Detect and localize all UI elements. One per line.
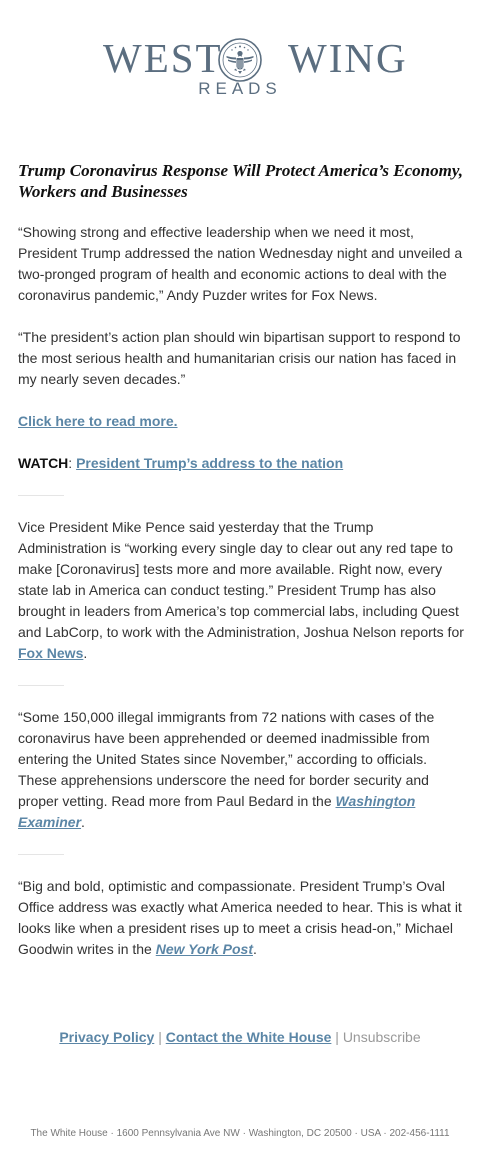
masthead bbox=[0, 28, 480, 100]
watch-link[interactable]: President Trump’s address to the nation bbox=[76, 455, 344, 471]
footer-separator: | bbox=[158, 1029, 162, 1045]
masthead-word-wing: WING bbox=[288, 35, 408, 81]
footer-links bbox=[0, 1027, 480, 1047]
news-item-end: . bbox=[81, 814, 85, 830]
new-york-post-link[interactable]: New York Post bbox=[155, 941, 253, 957]
article-headline: Trump Coronavirus Response Will Protect America’s Economy, Workers and Businesses bbox=[18, 161, 464, 201]
privacy-policy-link[interactable]: Privacy Policy bbox=[59, 1029, 155, 1045]
news-item-end: . bbox=[253, 941, 257, 957]
washington-examiner-link[interactable]: Washington Examiner bbox=[18, 793, 416, 830]
contact-white-house-link[interactable]: Contact the White House bbox=[165, 1029, 332, 1045]
news-item-text: “Big and bold, optimistic and compassionate. President Trump’s Oval Office address was exactly what America needed to hear. This is what it looks like when a president rises up to meet a crisis head-on,” Michael Goodwin writes in the bbox=[18, 878, 462, 957]
masthead-word-west: WEST bbox=[103, 35, 223, 81]
news-item-2 bbox=[18, 707, 464, 833]
unsubscribe-link[interactable]: Unsubscribe bbox=[342, 1029, 421, 1045]
fox-news-link[interactable]: Fox News bbox=[18, 645, 84, 661]
presidential-seal-icon bbox=[218, 38, 262, 82]
section-divider bbox=[18, 685, 64, 686]
article-paragraph-2: “The president’s action plan should win bipartisan support to respond to the most serious health and humanitarian crisis our nation has faced in my nearly seven decades.” bbox=[18, 329, 461, 387]
masthead-subtitle: READS bbox=[198, 79, 282, 98]
email-content bbox=[18, 160, 464, 981]
footer-separator: | bbox=[335, 1029, 339, 1045]
watch-paragraph bbox=[18, 453, 464, 474]
news-item-text: “Some 150,000 illegal immigrants from 72 nations with cases of the coronavirus have been apprehended or deemed inadmissible from entering the United States since November,” according to officials. These apprehensions underscore the need for border security and proper vetting. Read more from Paul Bedard in the bbox=[18, 709, 435, 809]
footer-address: The White House · 1600 Pennsylvania Ave NW · Washington, DC 20500 · USA · 202-456-1111 bbox=[30, 1128, 450, 1139]
read-more-link[interactable]: Click here to read more. bbox=[18, 413, 178, 429]
news-item-1 bbox=[18, 517, 464, 664]
section-divider bbox=[18, 495, 64, 496]
watch-separator: : bbox=[68, 455, 73, 471]
article-paragraph-1: “Showing strong and effective leadership when we need it most, President Trump addressed the nation Wednesday night and unveiled a two-pronged program of health and economic actions to deal with the coronavirus pandemic,” Andy Puzder writes for Fox News. bbox=[18, 224, 463, 303]
read-more-paragraph bbox=[18, 411, 464, 432]
news-item-text: Vice President Mike Pence said yesterday that the Trump Administration is “working every single day to clear out any red tape to make [Coronavirus] tests more and more available. Right now, every state lab in America can conduct testing.” President Trump has also brought in leaders from America’s top commercial labs, including Quest and LabCorp, to work with the Administration, Joshua Nelson reports for bbox=[18, 519, 464, 640]
news-item-3 bbox=[18, 876, 464, 960]
watch-label: WATCH bbox=[18, 455, 69, 471]
section-divider bbox=[18, 854, 64, 855]
news-item-end: . bbox=[83, 645, 88, 661]
